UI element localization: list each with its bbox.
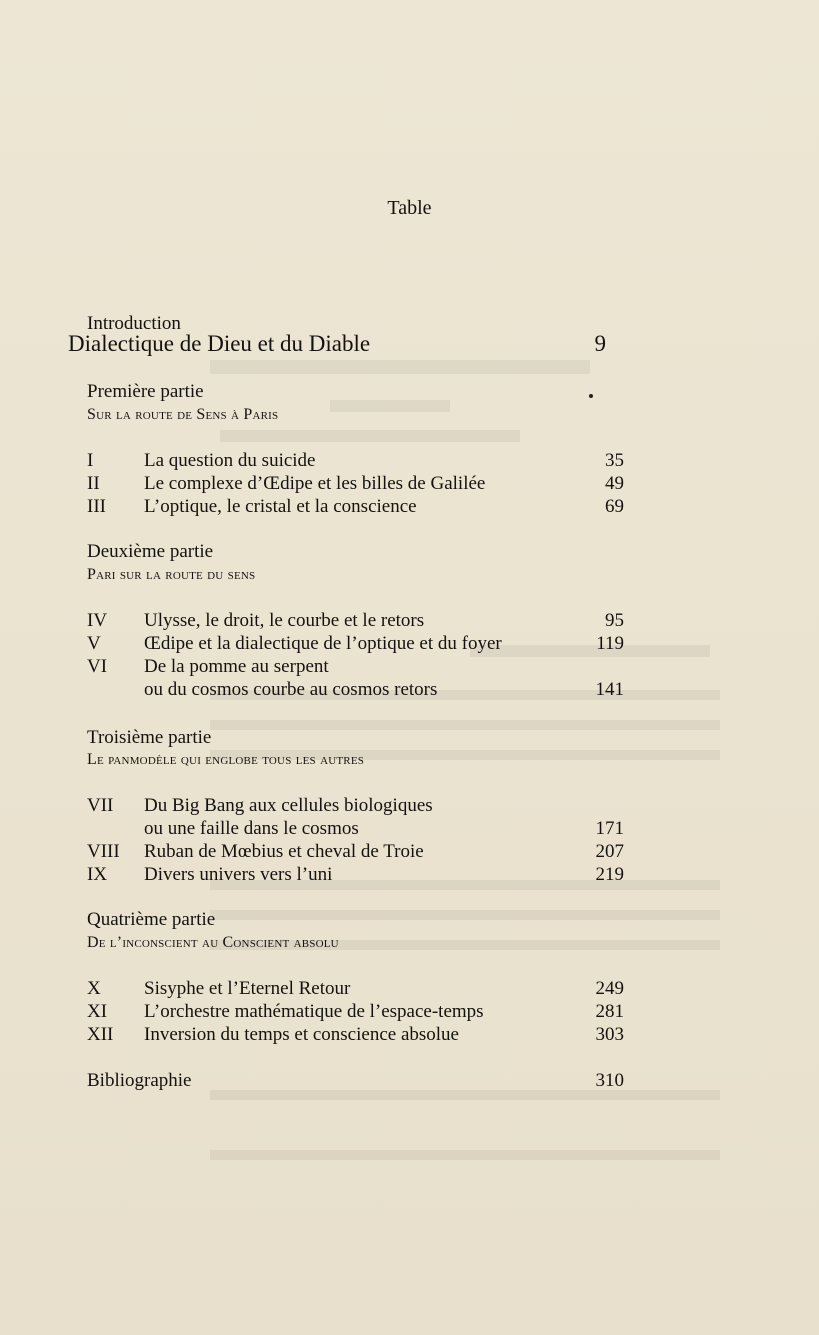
chapter-8-title: Ruban de Mœbius et cheval de Troie [144, 841, 424, 862]
chapter-6-subtitle: ou du cosmos courbe au cosmos retors [144, 679, 438, 700]
chapter-2-page: 49 [605, 473, 624, 494]
chapter-5-number: V [87, 633, 101, 654]
chapter-4-page: 95 [605, 610, 624, 631]
chapter-1-number: I [87, 450, 94, 471]
chapter-12-page: 303 [595, 1024, 624, 1045]
chapter-4-title: Ulysse, le droit, le courbe et le retors [144, 610, 425, 631]
chapter-11-title: L’orchestre mathématique de l’espace-temps [144, 1001, 484, 1022]
bibliography-page: 310 [595, 1070, 624, 1091]
chapter-8-page: 207 [595, 841, 624, 862]
part-1-label: Première partie [87, 381, 204, 402]
chapter-11-page: 281 [595, 1001, 624, 1022]
chapter-10-page: 249 [595, 978, 624, 999]
bibliography-label: Bibliographie [87, 1070, 192, 1091]
chapter-10-title: Sisyphe et l’Eternel Retour [144, 978, 351, 999]
intro-label: Introduction [87, 313, 181, 334]
chapter-12-title: Inversion du temps et conscience absolue [144, 1024, 459, 1045]
chapter-3-title: L’optique, le cristal et la conscience [144, 496, 417, 517]
chapter-2-title: Le complexe d’Œdipe et les billes de Galilée [144, 473, 486, 494]
chapter-7-number: VII [87, 795, 114, 816]
part-4-label: Quatrième partie [87, 909, 216, 930]
chapter-7-page: 171 [595, 818, 624, 839]
part-4-title: De l’inconscient au Conscient absolu [87, 934, 339, 951]
chapter-9-number: IX [87, 864, 108, 885]
chapter-5-page: 119 [596, 633, 624, 654]
chapter-6-title: De la pomme au serpent [144, 656, 329, 677]
chapter-10-number: X [87, 978, 101, 999]
chapter-9-title: Divers univers vers l’uni [144, 864, 333, 885]
chapter-3-page: 69 [605, 496, 624, 517]
chapter-8-number: VIII [87, 841, 120, 862]
chapter-7-title: Du Big Bang aux cellules biologiques [144, 795, 433, 816]
chapter-6-number: VI [87, 656, 108, 677]
chapter-9-page: 219 [595, 864, 624, 885]
page-title: Table [387, 197, 432, 219]
chapter-6-page: 141 [595, 679, 624, 700]
chapter-1-page: 35 [605, 450, 624, 471]
chapter-1-title: La question du suicide [144, 450, 316, 471]
part-1-title: Sur la route de Sens à Paris [87, 406, 279, 423]
part-2-title: Pari sur la route du sens [87, 566, 256, 583]
intro-page-number: 9 [594, 331, 606, 356]
chapter-12-number: XII [87, 1024, 114, 1045]
chapter-3-number: III [87, 496, 106, 517]
intro-title: Dialectique de Dieu et du Diable [68, 331, 371, 356]
chapter-7-subtitle: ou une faille dans le cosmos [144, 818, 359, 839]
part-3-title: Le panmodèle qui englobe tous les autres [87, 751, 365, 768]
chapter-11-number: XI [87, 1001, 108, 1022]
part-3-label: Troisième partie [87, 727, 212, 748]
part-2-label: Deuxième partie [87, 541, 214, 562]
chapter-4-number: IV [87, 610, 108, 631]
chapter-5-title: Œdipe et la dialectique de l’optique et du foyer [144, 633, 502, 654]
print-speck [589, 394, 593, 398]
chapter-2-number: II [87, 473, 100, 494]
